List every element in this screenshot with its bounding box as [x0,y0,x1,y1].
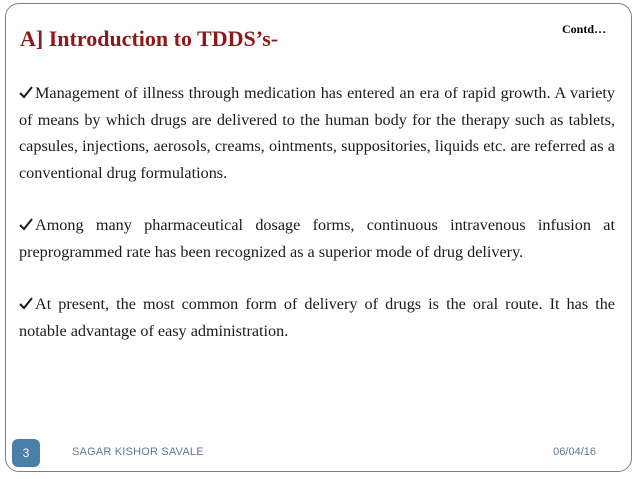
bullet-text-2: Among many pharmaceutical dosage forms, continuous intravenous infusion at preprogrammed rate has been recognized as a superior mode of drug delivery. [19,216,615,261]
bullet-text-1: Management of illness through medication has entered an era of rapid growth. A variety of means by which drugs are delivered to the human body for the therapy such as tablets, capsules, injections, aerosols, creams, ointments, suppositories, liquids etc. are referred as a conventional drug formulations. [19,84,615,182]
slide-number-badge: 3 [12,439,40,467]
slide-body [19,80,615,344]
footer-author: SAGAR KISHOR SAVALE [72,446,204,458]
checkmark-icon [19,218,33,231]
contd-label: Contd… [561,22,606,36]
bullet-paragraph-2 [19,212,615,265]
bullet-paragraph-3 [19,291,615,344]
slide-title: A] Introduction to TDDS’s- [20,26,279,51]
checkmark-icon [19,86,33,99]
checkmark-icon [19,297,33,310]
bullet-text-3: At present, the most common form of delivery of drugs is the oral route. It has the notable advantage of easy administration. [19,295,615,340]
bullet-paragraph-1 [19,80,615,186]
footer-date: 06/04/16 [553,446,596,458]
